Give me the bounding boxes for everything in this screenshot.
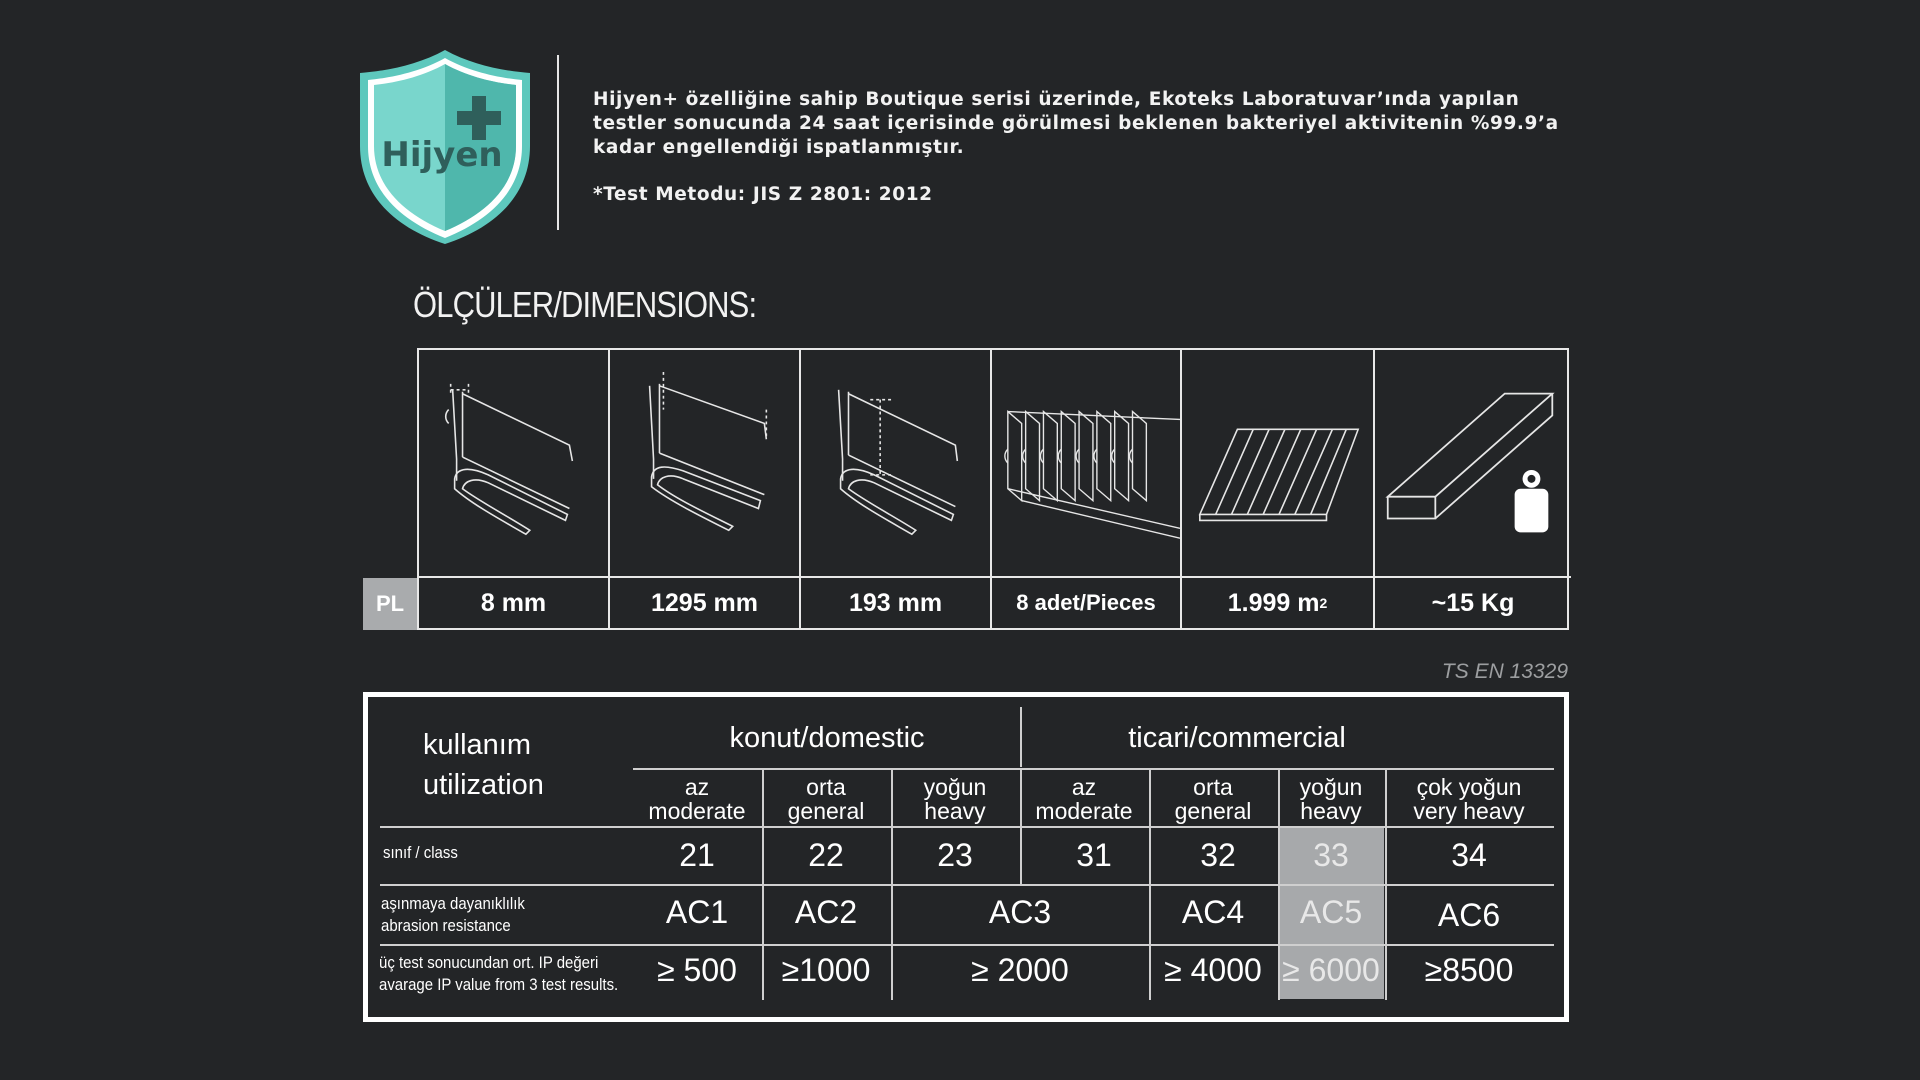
class-value: 31 bbox=[1076, 837, 1112, 873]
grid-line bbox=[380, 944, 1554, 946]
class-value-highlighted: 33 bbox=[1313, 837, 1349, 873]
hijyen-shield-logo bbox=[360, 48, 530, 244]
grid-line bbox=[1020, 707, 1022, 767]
grid-line bbox=[762, 768, 764, 1000]
grid-line bbox=[380, 884, 1554, 886]
abrasion-value: AC4 bbox=[1181, 894, 1245, 930]
domestic-heading: konut/domestic bbox=[729, 722, 925, 754]
ip-value: ≥ 2000 bbox=[971, 952, 1069, 988]
utilization-title-en: utilization bbox=[423, 769, 544, 801]
class-value: 22 bbox=[808, 837, 844, 873]
pieces-icon bbox=[992, 350, 1182, 578]
grid-line bbox=[1278, 768, 1280, 1000]
panel-width-icon bbox=[801, 350, 992, 578]
column-header: yoğun heavy bbox=[1299, 774, 1363, 824]
commercial-heading: ticari/commercial bbox=[1128, 722, 1346, 754]
weight-value: ~15 Kg bbox=[1431, 588, 1515, 617]
ip-value: ≥ 4000 bbox=[1164, 952, 1262, 988]
abrasion-value: AC2 bbox=[794, 894, 858, 930]
grid-line bbox=[1149, 768, 1151, 1000]
column-header: yoğun heavy bbox=[923, 774, 987, 824]
abrasion-row-label: aşınmaya dayanıklılık abrasion resistance bbox=[381, 894, 525, 935]
abrasion-value: AC1 bbox=[665, 894, 729, 930]
area-value bbox=[1182, 578, 1375, 628]
area-unit-superscript: 2 bbox=[1319, 595, 1328, 611]
area-icon bbox=[1182, 350, 1375, 578]
grid-line bbox=[891, 768, 893, 1000]
utilization-title-tr: kullanım bbox=[423, 729, 531, 761]
header-divider bbox=[557, 55, 559, 230]
pieces-value: 8 adet/Pieces bbox=[992, 578, 1182, 628]
grid-line bbox=[1020, 768, 1022, 884]
abrasion-value: AC3 bbox=[988, 894, 1052, 930]
column-header: orta general bbox=[1174, 774, 1252, 824]
column-header: çok yoğun very heavy bbox=[1413, 774, 1525, 824]
hygiene-description: Hijyen+ özelliğine sahip Boutique serisi üzerinde, Ekoteks Laboratuvar’ında yapılan testler sonucunda 24 saat içerisinde görülmesi beklenen bakteriyel aktivitenin %99.9’a kadar engellendiği ispatlanmıştır. bbox=[593, 89, 1559, 158]
ip-value-highlighted: ≥ 6000 bbox=[1282, 952, 1380, 988]
pl-row-label: PL bbox=[363, 578, 417, 630]
panel-thickness-icon bbox=[419, 350, 610, 578]
abrasion-value: AC6 bbox=[1437, 897, 1501, 933]
length-value: 1295 mm bbox=[610, 578, 801, 628]
class-value: 23 bbox=[937, 837, 973, 873]
column-header: orta general bbox=[787, 774, 865, 824]
ip-value: ≥8500 bbox=[1424, 952, 1514, 988]
dimensions-title: ÖLÇÜLER/DIMENSIONS: bbox=[413, 284, 757, 325]
area-value-number: 1.999 m bbox=[1227, 588, 1320, 617]
panel-length-icon bbox=[610, 350, 801, 578]
utilization-title bbox=[423, 725, 544, 805]
grid-line bbox=[633, 768, 1554, 770]
thickness-value: 8 mm bbox=[419, 578, 610, 628]
weight-icon bbox=[1375, 350, 1571, 578]
abrasion-value-highlighted: AC5 bbox=[1299, 894, 1363, 930]
class-value: 21 bbox=[679, 837, 715, 873]
test-method: *Test Metodu: JIS Z 2801: 2012 bbox=[593, 184, 933, 205]
ip-value: ≥1000 bbox=[781, 952, 871, 988]
grid-line bbox=[1385, 768, 1387, 1000]
class-value: 34 bbox=[1451, 837, 1487, 873]
ip-row-label: üç test sonucundan ort. IP değeri avarage IP value from 3 test results. bbox=[379, 953, 619, 994]
class-value: 32 bbox=[1200, 837, 1236, 873]
class-row-label: sınıf / class bbox=[383, 843, 458, 862]
hijyen-logo-text: Hijyen bbox=[381, 135, 503, 175]
width-value: 193 mm bbox=[801, 578, 992, 628]
column-header: az moderate bbox=[1035, 774, 1133, 824]
column-header: az moderate bbox=[648, 774, 746, 824]
dimensions-grid bbox=[417, 348, 1569, 630]
ip-value: ≥ 500 bbox=[657, 952, 737, 988]
utilization-table bbox=[363, 692, 1569, 1022]
standard-label: TS EN 13329 bbox=[1441, 660, 1568, 683]
grid-line bbox=[380, 826, 1554, 828]
